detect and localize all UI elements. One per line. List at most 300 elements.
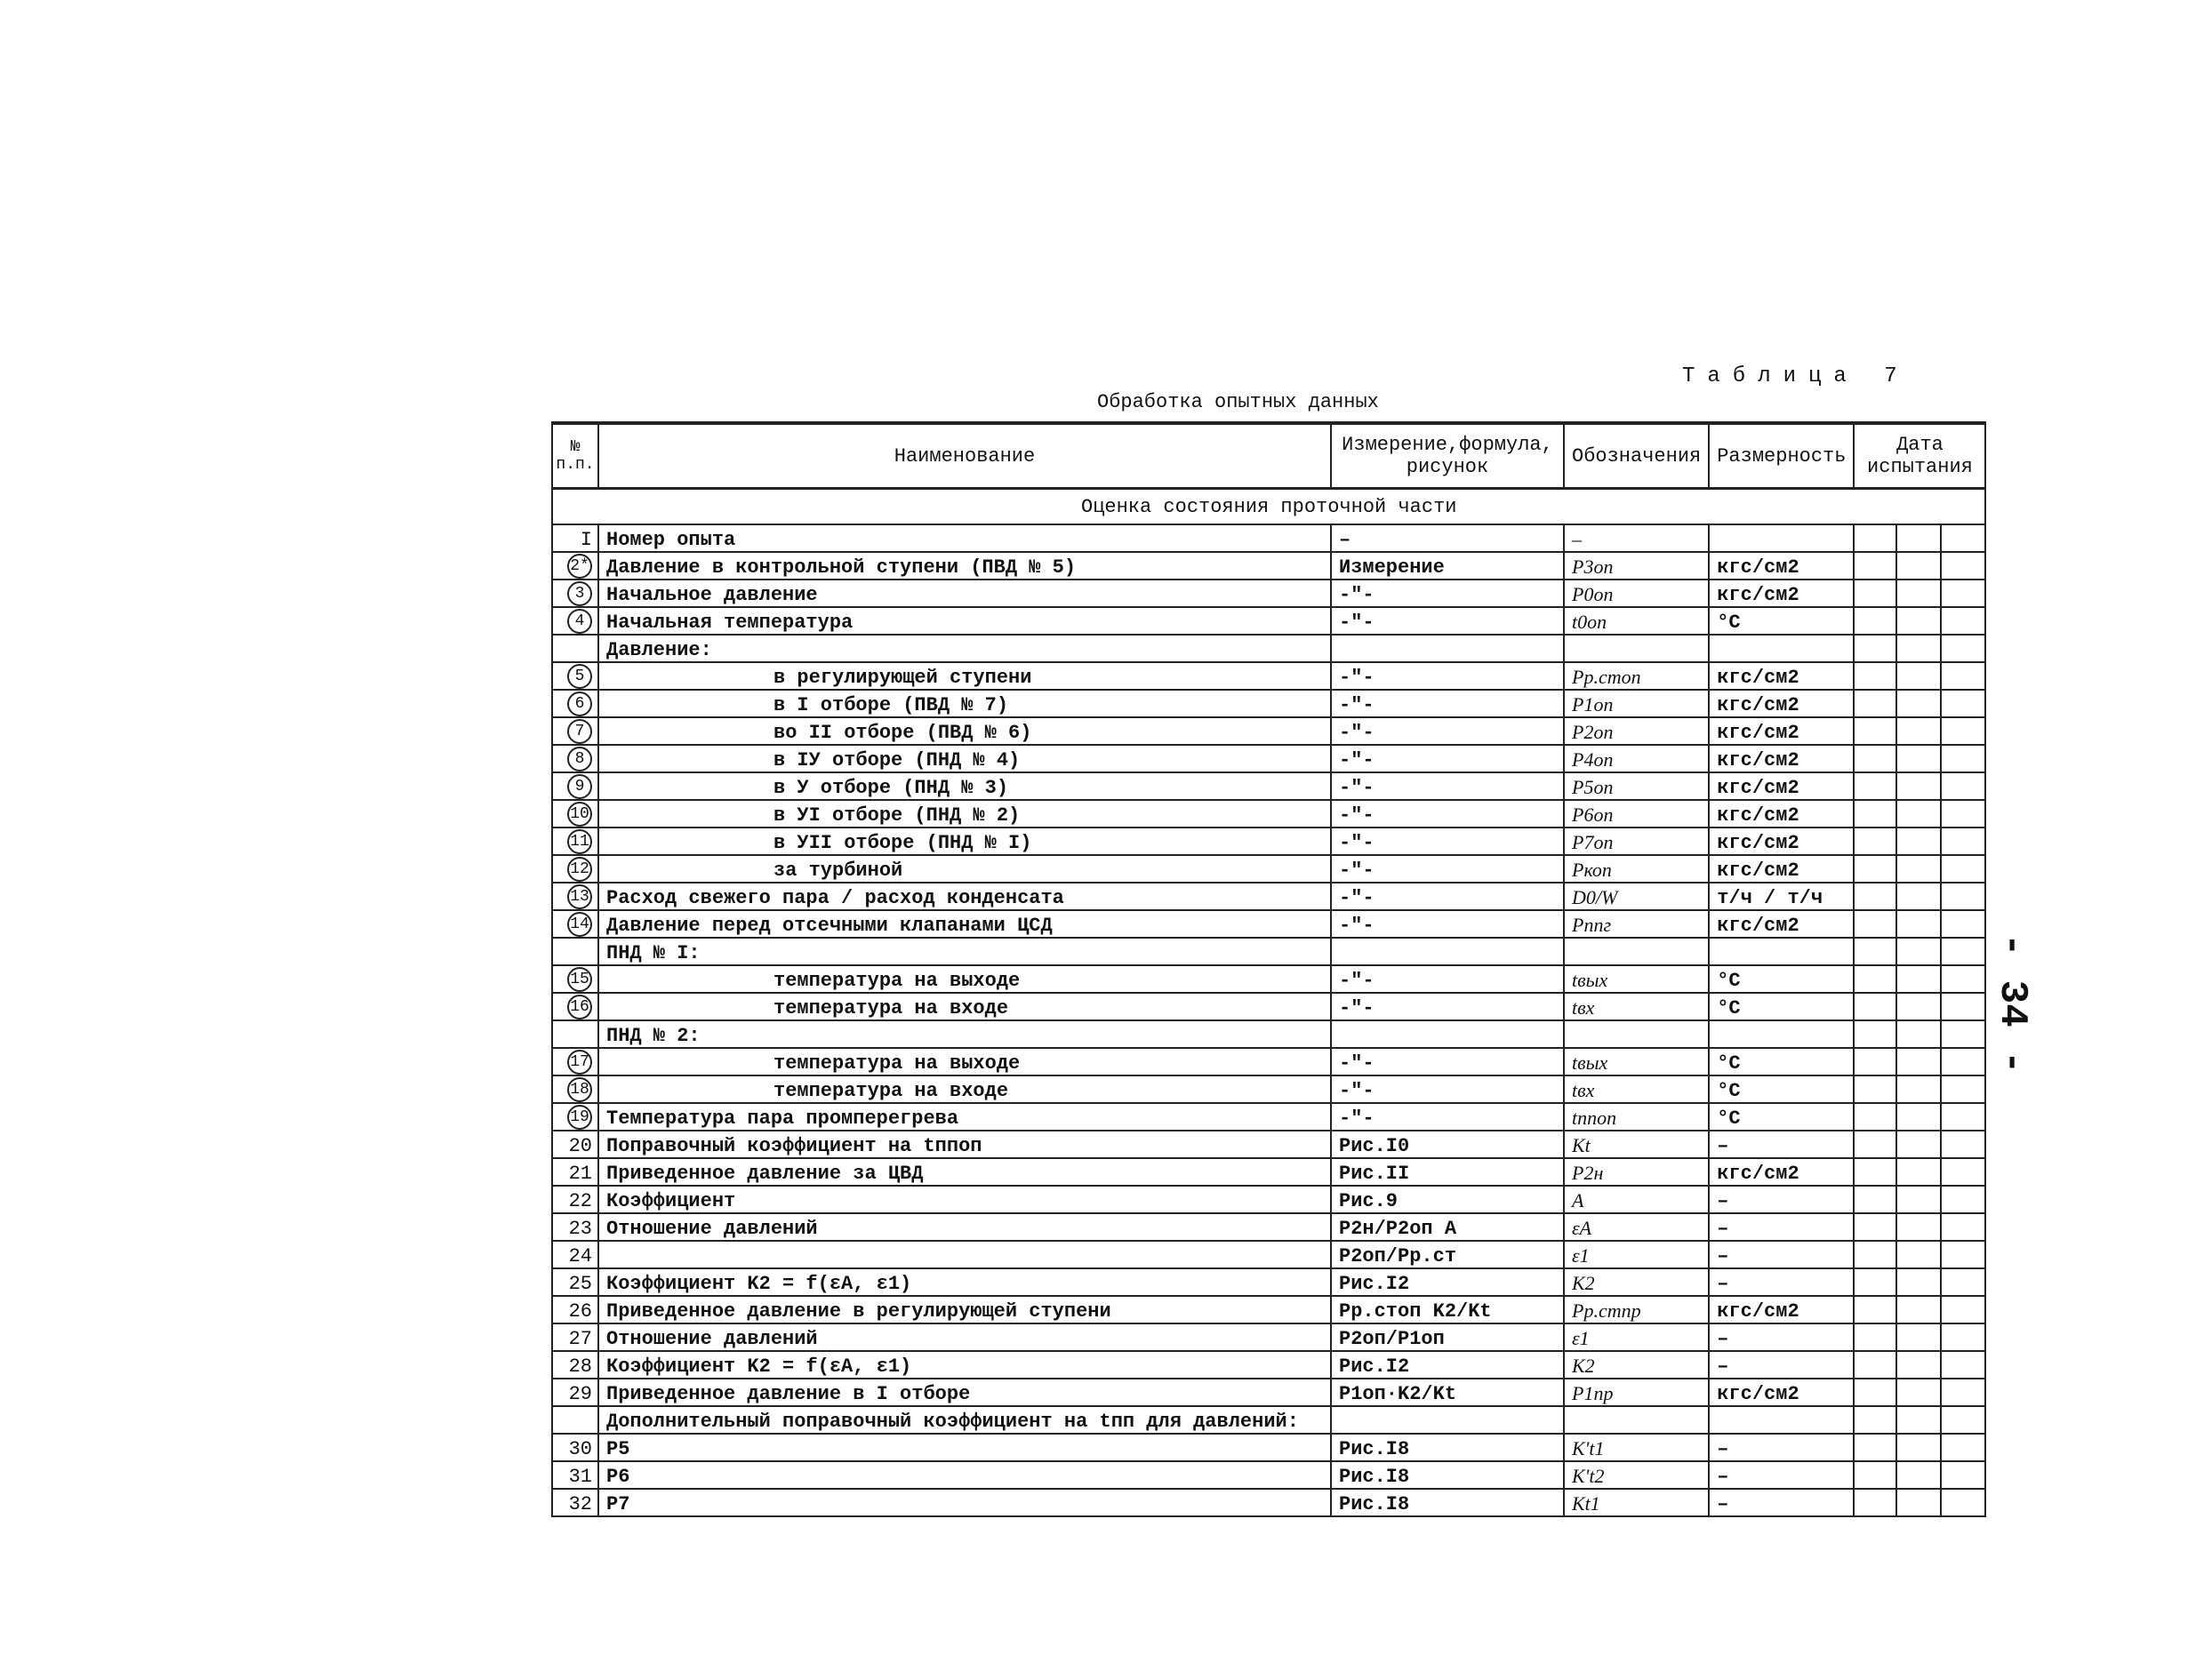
row-measure: Pр.стоп K2/Kt [1331,1296,1564,1323]
row-measure: -"- [1331,965,1564,993]
doc-title: Обработка опытных данных [1097,391,1379,413]
row-number-cell [552,910,598,938]
row-name: Приведенное давление за ЦВД [598,1158,1331,1186]
circled-row-number: 13 [567,884,592,909]
row-measure: Рис.II [1331,1158,1564,1186]
row-unit: °C [1709,607,1854,635]
date-cell [1896,965,1941,993]
date-cell [1896,1323,1941,1351]
table-row [552,524,1985,552]
section-title: Оценка состояния проточной части [552,489,1985,525]
date-cell [1854,1048,1896,1075]
circled-row-number: 3 [567,581,592,606]
row-unit: – [1709,1131,1854,1158]
row-number-cell [552,580,598,607]
row-symbol: εA [1564,1213,1709,1241]
row-number-cell [552,772,598,800]
date-cell [1896,1268,1941,1296]
row-name: P7 [598,1489,1331,1516]
date-cell [1941,635,1985,662]
date-cell [1896,717,1941,745]
table-row [552,883,1985,910]
row-name: Отношение давлений [598,1323,1331,1351]
row-unit: кгс/см2 [1709,772,1854,800]
date-cell [1896,1434,1941,1461]
row-name: P5 [598,1434,1331,1461]
table-row [552,635,1985,662]
row-number-cell [552,1020,598,1048]
row-unit: кгс/см2 [1709,1296,1854,1323]
date-cell [1896,828,1941,855]
row-unit: °C [1709,993,1854,1020]
date-cell [1896,1048,1941,1075]
row-number-cell [552,1131,598,1158]
row-number-cell [552,1103,598,1131]
row-unit: – [1709,1461,1854,1489]
row-measure: Измерение [1331,552,1564,580]
date-cell [1896,1379,1941,1406]
date-cell [1941,1461,1985,1489]
date-cell [1896,910,1941,938]
row-unit [1709,524,1854,552]
table-row [552,1461,1985,1489]
date-cell [1941,1131,1985,1158]
row-symbol: tппоп [1564,1103,1709,1131]
row-name: Приведенное давление в I отборе [598,1379,1331,1406]
row-unit: кгс/см2 [1709,1158,1854,1186]
date-cell [1854,635,1896,662]
row-unit: кгс/см2 [1709,1379,1854,1406]
date-cell [1896,1351,1941,1379]
row-name: Начальная температура [598,607,1331,635]
row-symbol: Pр.стпр [1564,1296,1709,1323]
row-measure: – [1331,524,1564,552]
row-number: 22 [568,1190,592,1212]
row-name: P6 [598,1461,1331,1489]
date-cell [1896,1406,1941,1434]
row-number-cell [552,800,598,828]
date-cell [1941,1489,1985,1516]
row-number: 29 [568,1383,592,1405]
circled-row-number: 5 [567,664,592,689]
row-symbol: P6оп [1564,800,1709,828]
date-cell [1896,1296,1941,1323]
table-row [552,552,1985,580]
row-number-cell [552,1489,598,1516]
date-cell [1896,1131,1941,1158]
date-cell [1854,800,1896,828]
date-cell [1896,1158,1941,1186]
row-unit: – [1709,1268,1854,1296]
row-unit: кгс/см2 [1709,552,1854,580]
row-number: I [580,529,592,551]
date-cell [1941,800,1985,828]
date-cell [1941,855,1985,883]
table-row [552,1131,1985,1158]
date-cell [1896,1241,1941,1268]
row-unit: °C [1709,1048,1854,1075]
row-measure: -"- [1331,580,1564,607]
date-cell [1941,1296,1985,1323]
date-cell [1896,1020,1941,1048]
row-unit: – [1709,1213,1854,1241]
table-row [552,690,1985,717]
date-cell [1854,1186,1896,1213]
date-cell [1896,1186,1941,1213]
row-symbol: K't1 [1564,1434,1709,1461]
row-symbol: ε1 [1564,1323,1709,1351]
row-symbol: – [1564,524,1709,552]
row-measure: -"- [1331,745,1564,772]
date-cell [1854,662,1896,690]
date-cell [1854,772,1896,800]
row-number-cell [552,1434,598,1461]
row-number-cell [552,828,598,855]
date-cell [1941,552,1985,580]
row-unit: кгс/см2 [1709,745,1854,772]
data-table [551,421,1986,1517]
circled-row-number: 17 [567,1050,592,1075]
table-row [552,993,1985,1020]
row-name: в У отборе (ПНД № 3) [598,772,1331,800]
row-symbol: Pкоп [1564,855,1709,883]
row-symbol: Kt1 [1564,1489,1709,1516]
date-cell [1941,1103,1985,1131]
row-unit: – [1709,1323,1854,1351]
row-symbol: K't2 [1564,1461,1709,1489]
circled-row-number: 15 [567,967,592,992]
date-cell [1896,580,1941,607]
table-row [552,580,1985,607]
date-cell [1854,1103,1896,1131]
date-cell [1941,1379,1985,1406]
row-unit [1709,1020,1854,1048]
date-cell [1854,855,1896,883]
table-row [552,1323,1985,1351]
date-cell [1941,1241,1985,1268]
row-name: Коэффициент [598,1186,1331,1213]
table-row [552,717,1985,745]
table-row [552,1048,1985,1075]
row-symbol: tвх [1564,1075,1709,1103]
row-number-cell [552,1075,598,1103]
table-row [552,1434,1985,1461]
row-measure: Рис.I8 [1331,1434,1564,1461]
row-measure [1331,1020,1564,1048]
date-cell [1941,910,1985,938]
table-row [552,607,1985,635]
row-name: Давление в контрольной ступени (ПВД № 5) [598,552,1331,580]
table-row [552,1379,1985,1406]
row-number-cell [552,938,598,965]
row-number: 30 [568,1438,592,1460]
row-unit: кгс/см2 [1709,828,1854,855]
row-symbol: t0оп [1564,607,1709,635]
row-symbol: D0/W [1564,883,1709,910]
date-cell [1941,993,1985,1020]
table-row [552,1268,1985,1296]
circled-row-number: 6 [567,692,592,716]
date-cell [1896,1213,1941,1241]
row-unit: кгс/см2 [1709,910,1854,938]
row-name: Давление: [598,635,1331,662]
row-measure: Рис.I2 [1331,1351,1564,1379]
date-cell [1854,1461,1896,1489]
col-dimension-header: Размерность [1709,423,1854,489]
row-number: 31 [568,1466,592,1488]
date-cell [1854,1241,1896,1268]
row-unit: кгс/см2 [1709,855,1854,883]
row-number: 27 [568,1328,592,1350]
row-number-cell [552,717,598,745]
row-measure: -"- [1331,772,1564,800]
date-cell [1854,1296,1896,1323]
date-cell [1854,938,1896,965]
row-number: 23 [568,1218,592,1240]
row-number-cell [552,1461,598,1489]
col-measure-header: Измерение,формула, рисунок [1331,423,1564,489]
date-cell [1854,1379,1896,1406]
table-label: Таблица 7 [1682,364,1910,388]
row-symbol: tвых [1564,965,1709,993]
table-row [552,1213,1985,1241]
row-symbol: Kt [1564,1131,1709,1158]
date-cell [1941,1020,1985,1048]
row-unit: – [1709,1434,1854,1461]
row-name: температура на выходе [598,965,1331,993]
date-cell [1941,717,1985,745]
date-cell [1854,1131,1896,1158]
date-cell [1896,855,1941,883]
row-unit: – [1709,1186,1854,1213]
row-number-cell [552,1268,598,1296]
date-cell [1941,690,1985,717]
row-number: 20 [568,1135,592,1157]
row-number-cell [552,690,598,717]
table-row [552,1186,1985,1213]
date-cell [1941,1351,1985,1379]
row-measure: -"- [1331,1103,1564,1131]
date-cell [1896,662,1941,690]
row-symbol: Pp.стоп [1564,662,1709,690]
circled-row-number: 9 [567,774,592,799]
row-unit [1709,635,1854,662]
date-cell [1854,965,1896,993]
row-unit: кгс/см2 [1709,580,1854,607]
row-name: Коэффициент K2 = f(εA, ε1) [598,1351,1331,1379]
page-number: - 34 - [1990,933,2034,1075]
date-cell [1896,1103,1941,1131]
row-measure: Рис.9 [1331,1186,1564,1213]
table-row [552,1406,1985,1434]
row-measure: -"- [1331,855,1564,883]
row-symbol: P7оп [1564,828,1709,855]
circled-row-number: 7 [567,719,592,744]
table-row [552,1296,1985,1323]
date-cell [1854,580,1896,607]
row-measure: -"- [1331,662,1564,690]
row-measure: P2н/P2оп A [1331,1213,1564,1241]
date-cell [1854,1351,1896,1379]
row-unit [1709,1406,1854,1434]
row-number-cell [552,1406,598,1434]
row-number: 26 [568,1300,592,1323]
date-cell [1854,690,1896,717]
row-number-cell [552,662,598,690]
row-number-cell [552,965,598,993]
date-cell [1896,800,1941,828]
date-cell [1854,1268,1896,1296]
circled-row-number: 2* [567,554,592,579]
date-cell [1896,1075,1941,1103]
row-name: Отношение давлений [598,1213,1331,1241]
row-name: в УII отборе (ПНД № I) [598,828,1331,855]
row-unit: – [1709,1489,1854,1516]
row-symbol: P2оп [1564,717,1709,745]
row-symbol: K2 [1564,1351,1709,1379]
date-cell [1941,883,1985,910]
row-measure [1331,1406,1564,1434]
date-cell [1854,552,1896,580]
date-cell [1941,938,1985,965]
row-name: Приведенное давление в регулирующей ступени [598,1296,1331,1323]
date-cell [1941,662,1985,690]
row-unit: °C [1709,1075,1854,1103]
date-cell [1941,1048,1985,1075]
row-measure: P1оп·K2/Kt [1331,1379,1564,1406]
circled-row-number: 11 [567,829,592,854]
date-cell [1941,1213,1985,1241]
row-measure: Рис.I8 [1331,1489,1564,1516]
row-symbol: P1пр [1564,1379,1709,1406]
row-unit: кгс/см2 [1709,662,1854,690]
row-measure [1331,938,1564,965]
date-cell [1896,772,1941,800]
row-symbol: P5оп [1564,772,1709,800]
date-cell [1854,524,1896,552]
row-number-cell [552,607,598,635]
row-name: в регулирующей ступени [598,662,1331,690]
date-cell [1896,635,1941,662]
row-name: за турбиной [598,855,1331,883]
row-number: 28 [568,1355,592,1378]
date-cell [1854,1323,1896,1351]
table-row [552,828,1985,855]
row-number-cell [552,1379,598,1406]
row-name: ПНД № 2: [598,1020,1331,1048]
row-name [598,1241,1331,1268]
row-number-cell [552,993,598,1020]
row-name: Номер опыта [598,524,1331,552]
row-number-cell [552,1048,598,1075]
row-symbol: tвх [1564,993,1709,1020]
table-row [552,662,1985,690]
row-name: во II отборе (ПВД № 6) [598,717,1331,745]
row-symbol: P2н [1564,1158,1709,1186]
row-number-cell [552,1158,598,1186]
circled-row-number: 8 [567,747,592,772]
row-name: температура на входе [598,1075,1331,1103]
col-num-header: № п.п. [552,423,598,489]
row-symbol: P3оп [1564,552,1709,580]
date-cell [1941,1158,1985,1186]
row-unit: т/ч / т/ч [1709,883,1854,910]
row-name: в I отборе (ПВД № 7) [598,690,1331,717]
date-cell [1941,745,1985,772]
date-cell [1854,1213,1896,1241]
date-cell [1854,1158,1896,1186]
table-row [552,965,1985,993]
row-measure: -"- [1331,1075,1564,1103]
section-row [552,489,1985,525]
date-cell [1896,607,1941,635]
row-symbol: tвых [1564,1048,1709,1075]
row-unit: – [1709,1241,1854,1268]
table-row [552,910,1985,938]
circled-row-number: 19 [567,1105,592,1130]
date-cell [1941,828,1985,855]
row-name: в IУ отборе (ПНД № 4) [598,745,1331,772]
table-row [552,1103,1985,1131]
row-number-cell [552,1351,598,1379]
date-cell [1941,1186,1985,1213]
table-row [552,1489,1985,1516]
row-number: 21 [568,1163,592,1185]
row-measure: -"- [1331,910,1564,938]
circled-row-number: 10 [567,802,592,827]
date-cell [1854,717,1896,745]
row-symbol: P1оп [1564,690,1709,717]
date-cell [1941,607,1985,635]
row-name: Начальное давление [598,580,1331,607]
row-number-cell [552,552,598,580]
row-unit: °C [1709,1103,1854,1131]
row-unit: – [1709,1351,1854,1379]
table-row [552,1351,1985,1379]
circled-row-number: 16 [567,995,592,1019]
table-row [552,1020,1985,1048]
col-name-header: Наименование [598,423,1331,489]
date-cell [1896,883,1941,910]
row-number-cell [552,524,598,552]
table-row [552,938,1985,965]
date-cell [1941,1434,1985,1461]
table-row [552,800,1985,828]
date-cell [1941,580,1985,607]
circled-row-number: 4 [567,609,592,634]
date-cell [1854,993,1896,1020]
table-row [552,1241,1985,1268]
date-cell [1896,524,1941,552]
table-row [552,855,1985,883]
row-number: 25 [568,1273,592,1295]
row-measure: -"- [1331,717,1564,745]
row-measure: -"- [1331,1048,1564,1075]
row-symbol: ε1 [1564,1241,1709,1268]
date-cell [1896,938,1941,965]
row-unit [1709,938,1854,965]
date-cell [1941,1268,1985,1296]
row-measure: P2оп/P1оп [1331,1323,1564,1351]
date-cell [1854,607,1896,635]
row-symbol [1564,635,1709,662]
row-number-cell [552,1186,598,1213]
row-number-cell [552,1323,598,1351]
date-cell [1854,1489,1896,1516]
date-cell [1941,965,1985,993]
row-name: ПНД № I: [598,938,1331,965]
table-row [552,772,1985,800]
